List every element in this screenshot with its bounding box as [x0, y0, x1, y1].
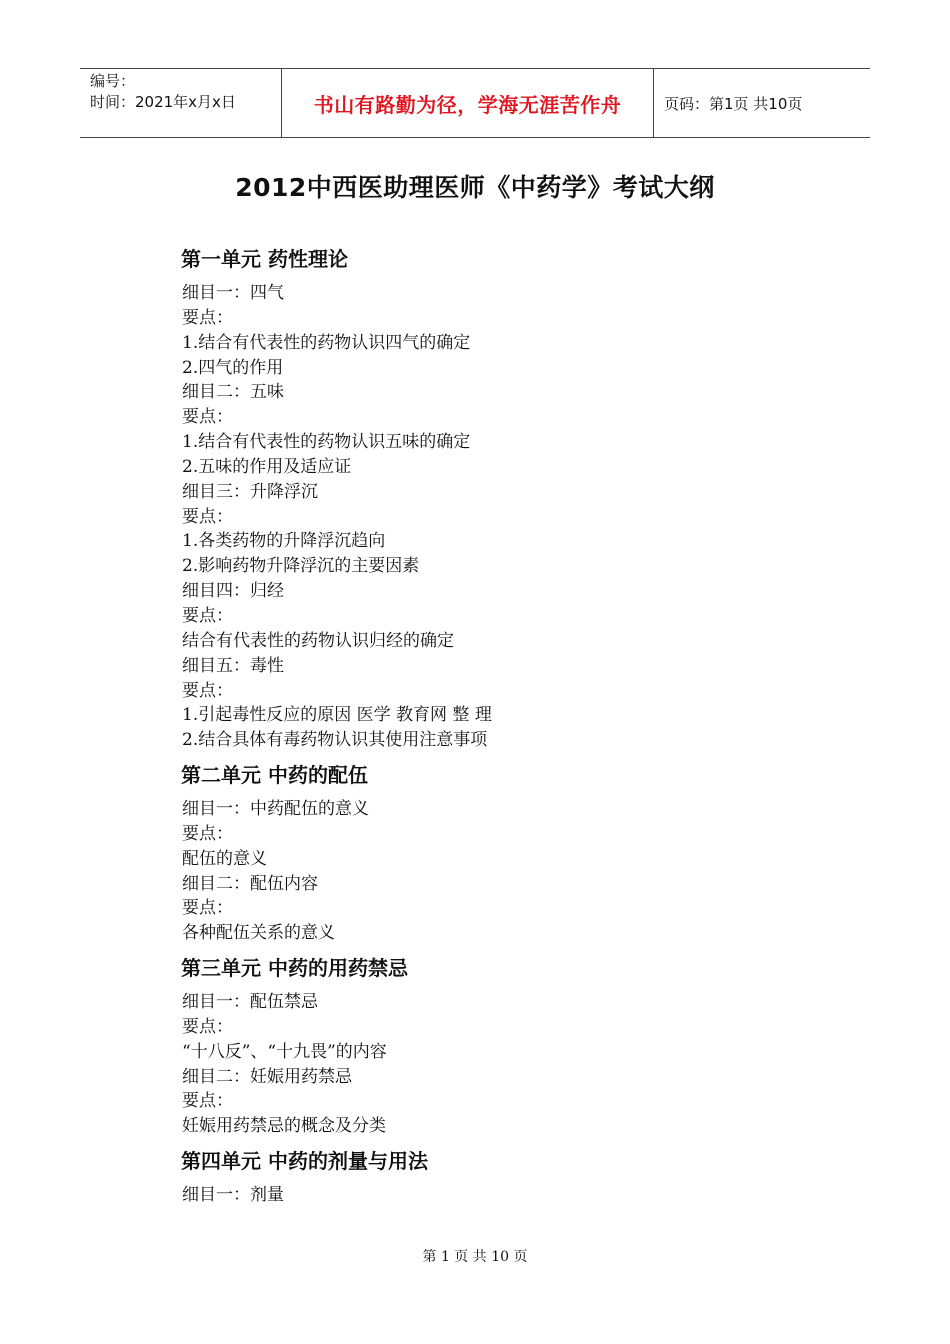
outline-line: 细目五：毒性	[182, 655, 284, 676]
outline-line: 2.五味的作用及适应证	[182, 456, 352, 477]
outline-line: 2.影响药物升降浮沉的主要因素	[182, 556, 420, 577]
document-header	[80, 68, 870, 138]
outline-line: 细目一：剂量	[182, 1185, 284, 1206]
outline-line: 结合有代表性的药物认识归经的确定	[182, 630, 454, 651]
document-title: 2012中西医助理医师《中药学》考试大纲	[235, 173, 715, 202]
outline-line: 细目一：配伍禁忌	[182, 992, 318, 1013]
outline-line: 2.结合具体有毒药物认识其使用注意事项	[182, 730, 488, 751]
outline-line: 细目一：四气	[182, 283, 284, 303]
outline-line: 要点：	[182, 506, 233, 527]
header-meta	[80, 69, 282, 137]
unit-section	[182, 1146, 862, 1208]
unit-section	[182, 244, 862, 753]
outline-line: 细目一：中药配伍的意义	[182, 799, 369, 820]
outline-line: 1.引起毒性反应的原因 医学 教育网 整 理	[182, 705, 492, 726]
outline-line: 1.结合有代表性的药物认识五味的确定	[182, 432, 471, 453]
outline-line: 细目二：五味	[182, 382, 284, 403]
outline-line: 要点：	[182, 823, 233, 844]
outline-line: 细目四：归经	[182, 581, 284, 602]
unit-title: 第二单元 中药的配伍	[181, 763, 368, 788]
document-date-label: 时间：2021年x月x日	[90, 93, 236, 111]
outline-line: 要点：	[182, 1016, 233, 1037]
unit-title: 第三单元 中药的用药禁忌	[181, 956, 408, 981]
outline-line: “十八反”、“十九畏”的内容	[182, 1041, 387, 1062]
outline-line: 要点：	[182, 605, 233, 626]
document-body	[182, 244, 862, 1208]
unit-section	[182, 760, 862, 946]
outline-line: 细目三：升降浮沉	[182, 481, 318, 502]
outline-line: 1.结合有代表性的药物认识四气的确定	[182, 332, 471, 353]
outline-line: 配伍的意义	[182, 848, 267, 869]
outline-line: 要点：	[182, 1091, 233, 1112]
outline-line: 要点：	[182, 898, 233, 919]
page-footer: 第 1 页 共 10 页	[422, 1249, 528, 1265]
outline-line: 各种配伍关系的意义	[182, 923, 335, 944]
document-number-label: 编号：	[90, 72, 136, 90]
header-motto: 书山有路勤为径，学海无涯苦作舟	[282, 69, 654, 137]
outline-line: 细目二：配伍内容	[182, 873, 318, 894]
outline-line: 2.四气的作用	[182, 357, 284, 378]
unit-section	[182, 953, 862, 1139]
header-page-info: 页码：第1页 共10页	[664, 94, 803, 113]
outline-line: 要点：	[182, 680, 233, 701]
outline-line: 要点：	[182, 407, 233, 428]
outline-line: 细目二：妊娠用药禁忌	[182, 1066, 352, 1087]
unit-title: 第四单元 中药的剂量与用法	[181, 1149, 428, 1174]
outline-line: 妊娠用药禁忌的概念及分类	[182, 1116, 386, 1137]
unit-title: 第一单元 药性理论	[181, 247, 348, 271]
outline-line: 要点：	[182, 307, 233, 328]
outline-line: 1.各类药物的升降浮沉趋向	[182, 531, 386, 552]
